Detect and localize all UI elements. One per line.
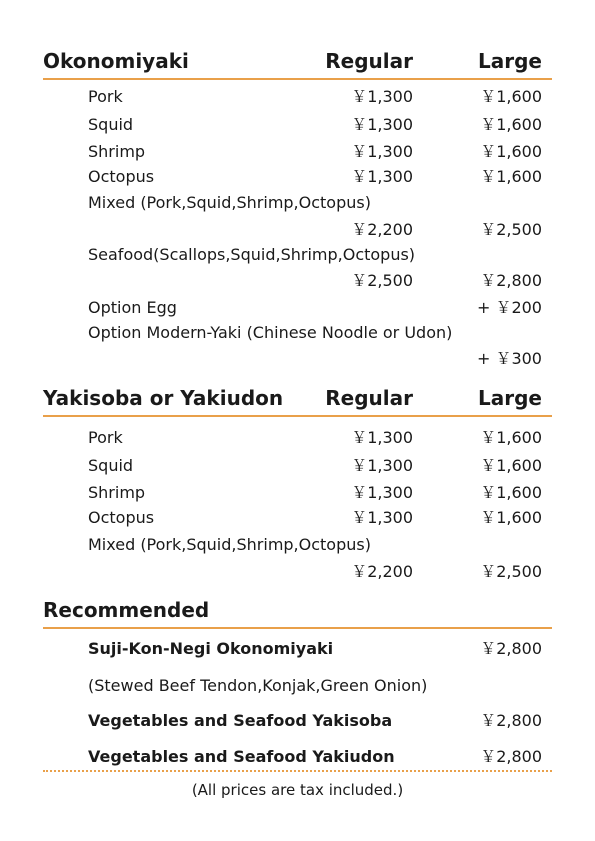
item-name: Mixed (Pork,Squid,Shrimp,Octopus) xyxy=(88,535,371,554)
recommended-item xyxy=(88,637,542,661)
option-name: Option Modern-Yaki (Chinese Noodle or Udon) xyxy=(88,323,453,342)
price-large: ￥1,600 xyxy=(480,428,542,447)
menu-item-seafood xyxy=(88,243,542,267)
price-regular: ￥1,300 xyxy=(351,428,413,447)
item-name: Pork xyxy=(88,428,123,447)
recommended-item-note xyxy=(88,674,542,698)
yakisoba-title: Yakisoba or Yakiudon xyxy=(43,386,284,410)
item-name: Octopus xyxy=(88,508,155,527)
item-name: Mixed (Pork,Squid,Shrimp,Octopus) xyxy=(88,193,371,212)
price-regular: ￥1,300 xyxy=(351,115,413,134)
option-price: + ￥300 xyxy=(476,349,542,368)
item-name: Shrimp xyxy=(88,142,146,161)
menu-item-mixed xyxy=(88,191,542,215)
price-large: ￥1,600 xyxy=(480,456,542,475)
okonomiyaki-col-regular: Regular xyxy=(325,49,413,73)
item-price: ￥2,800 xyxy=(480,639,542,658)
price-large: ￥1,600 xyxy=(480,142,542,161)
price-regular: ￥1,300 xyxy=(351,483,413,502)
menu-item-mixed-prices xyxy=(88,218,542,242)
menu-item-mixed xyxy=(88,533,542,557)
item-name: Squid xyxy=(88,115,134,134)
price-large: ￥1,600 xyxy=(480,483,542,502)
price-regular: ￥2,200 xyxy=(351,562,413,581)
item-name: Octopus xyxy=(88,167,155,186)
menu-item xyxy=(88,140,542,164)
option-modern-yaki xyxy=(88,321,542,345)
menu-item xyxy=(88,85,542,109)
menu-item xyxy=(88,481,542,505)
price-regular: ￥2,200 xyxy=(351,220,413,239)
item-name: Shrimp xyxy=(88,483,146,502)
item-name: Vegetables and Seafood Yakiudon xyxy=(88,747,395,766)
price-large: ￥2,500 xyxy=(480,220,542,239)
price-regular: ￥1,300 xyxy=(351,456,413,475)
option-egg xyxy=(88,296,542,320)
okonomiyaki-title: Okonomiyaki xyxy=(43,49,189,73)
item-name: Seafood(Scallops,Squid,Shrimp,Octopus) xyxy=(88,245,416,264)
menu-item xyxy=(88,426,542,450)
option-price: + ￥200 xyxy=(476,298,542,317)
yakisoba-header xyxy=(43,385,552,417)
recommended-item xyxy=(88,709,542,733)
menu-item xyxy=(88,506,542,530)
menu-item-seafood-prices xyxy=(88,269,542,293)
price-large: ￥1,600 xyxy=(480,167,542,186)
dotted-divider xyxy=(43,770,552,772)
option-modern-yaki-price xyxy=(88,347,542,371)
price-large: ￥1,600 xyxy=(480,508,542,527)
yakisoba-col-regular: Regular xyxy=(325,386,413,410)
price-regular: ￥2,500 xyxy=(351,271,413,290)
price-regular: ￥1,300 xyxy=(351,87,413,106)
price-large: ￥1,600 xyxy=(480,115,542,134)
item-price: ￥2,800 xyxy=(480,711,542,730)
recommended-title: Recommended xyxy=(43,598,210,622)
price-large: ￥2,500 xyxy=(480,562,542,581)
tax-note: (All prices are tax included.) xyxy=(191,781,404,799)
item-name: Squid xyxy=(88,456,134,475)
price-regular: ￥1,300 xyxy=(351,142,413,161)
option-name: Option Egg xyxy=(88,298,177,317)
price-regular: ￥1,300 xyxy=(351,167,413,186)
recommended-item xyxy=(88,745,542,769)
menu-item xyxy=(88,454,542,478)
okonomiyaki-col-large: Large xyxy=(478,49,542,73)
menu-item-mixed-prices xyxy=(88,560,542,584)
item-note: (Stewed Beef Tendon,Konjak,Green Onion) xyxy=(88,676,428,695)
item-name: Pork xyxy=(88,87,123,106)
recommended-header xyxy=(43,597,552,629)
price-large: ￥1,600 xyxy=(480,87,542,106)
yakisoba-col-large: Large xyxy=(478,386,542,410)
menu-item xyxy=(88,113,542,137)
item-price: ￥2,800 xyxy=(480,747,542,766)
okonomiyaki-header xyxy=(43,48,552,80)
price-regular: ￥1,300 xyxy=(351,508,413,527)
item-name: Vegetables and Seafood Yakisoba xyxy=(88,711,393,730)
price-large: ￥2,800 xyxy=(480,271,542,290)
menu-item xyxy=(88,165,542,189)
item-name: Suji-Kon-Negi Okonomiyaki xyxy=(88,639,334,658)
